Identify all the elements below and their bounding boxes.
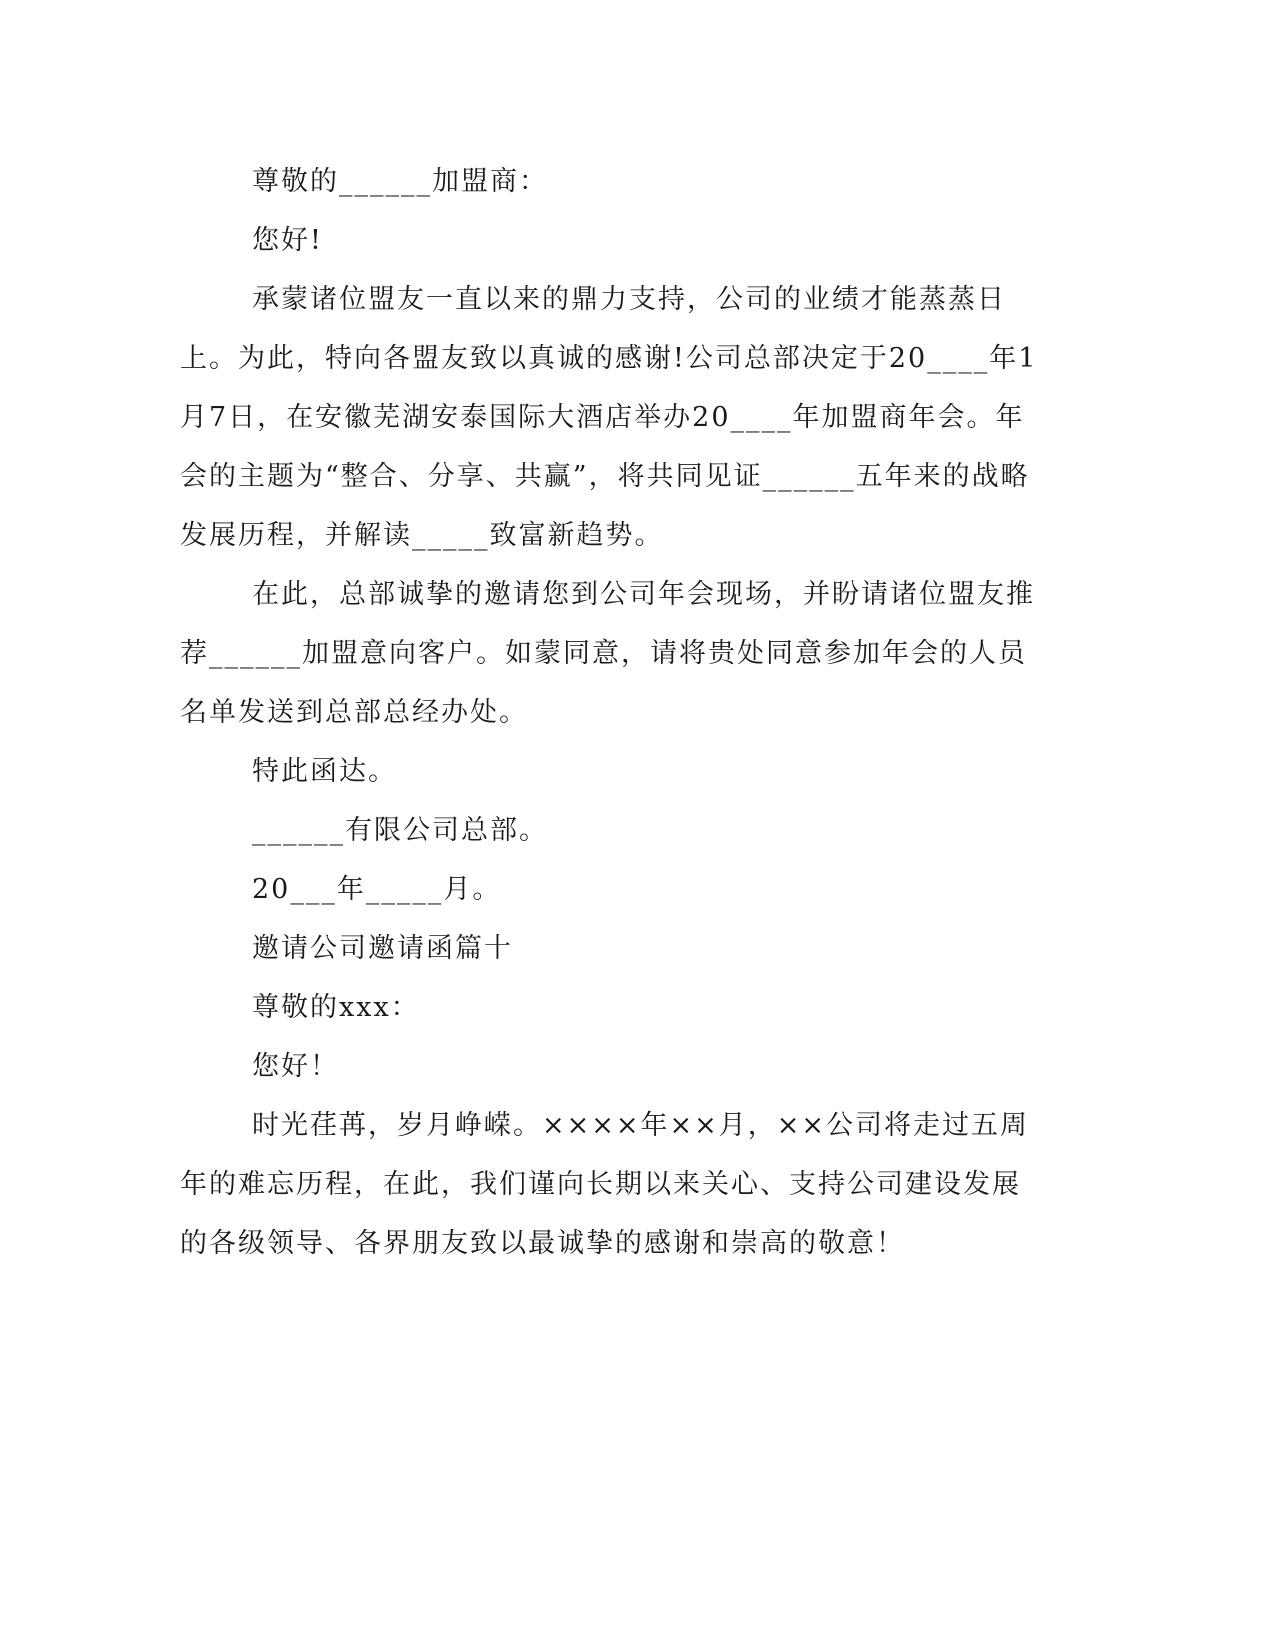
letter1-paragraph-1: 承蒙诸位盟友一直以来的鼎力支持，公司的业绩才能蒸蒸日上。为此，特向各盟友致以真诚的感谢!公司总部决定于20____年1月7日，在安徽芜湖安泰国际大酒店举办20____年加盟商年会。年会的主题为“整合、分享、共赢”，将共同见证______五年来的战略发展历程，并解读_____致富新趋势。 [180,284,1038,551]
letter1-greeting: 您好! [252,225,323,256]
letter1-signature: ______有限公司总部。 [252,815,548,846]
letter2-paragraph-1: 时光荏苒，岁月峥嵘。××××年××月，××公司将走过五周年的难忘历程，在此，我们谨向长期以来关心、支持公司建设发展的各级领导、各界朋友致以最诚挚的感谢和崇高的敬意！ [180,1110,1029,1259]
letter1-salutation: 尊敬的______加盟商： [252,166,548,197]
document-body [180,152,1040,1273]
letter1-paragraph-2: 在此，总部诚挚的邀请您到公司年会现场，并盼请诸位盟友推荐______加盟意向客户。如蒙同意，请将贵处同意参加年会的人员名单发送到总部总经办处。 [180,579,1035,728]
section-title: 邀请公司邀请函篇十 [252,933,513,964]
letter1-date: 20___年_____月。 [252,874,502,905]
letter2-greeting: 您好！ [252,1051,339,1082]
letter2-salutation: 尊敬的xxx： [252,992,420,1023]
letter1-closing: 特此函达。 [252,756,397,787]
